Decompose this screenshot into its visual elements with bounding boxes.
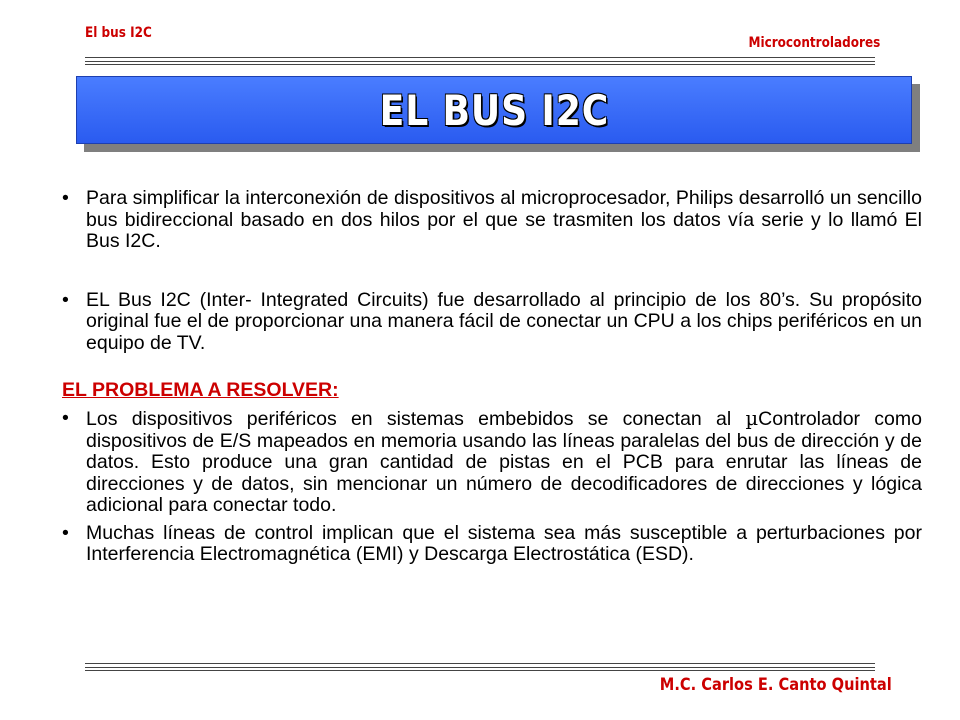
slide-title: EL BUS I2C	[379, 85, 609, 135]
bullet-text: EL Bus I2C (Inter- Integrated Circuits) fue desarrollado al principio de los 80’s. Su propósito original fue el de proporcionar una manera fácil de conectar un CPU a los chips periféricos en un equipo de TV.	[86, 288, 922, 354]
title-banner	[76, 76, 912, 144]
slide-content	[62, 188, 922, 566]
bullet-item	[62, 523, 922, 566]
bullet-text	[86, 408, 922, 517]
bullet-item	[62, 290, 922, 355]
bullet-text-part: Los dispositivos periféricos en sistemas embebidos se conectan al	[86, 408, 746, 430]
bullet-marker: •	[62, 521, 69, 544]
micro-symbol: µ	[745, 407, 759, 430]
bullet-marker: •	[62, 407, 69, 429]
bullet-marker: •	[62, 187, 69, 209]
bullet-marker: •	[62, 288, 69, 311]
bullet-text: Muchas líneas de control implican que el sistema sea más susceptible a perturbaciones por Interferencia Electromagnética (EMI) y Descarga Electrostática (ESD).	[86, 521, 922, 565]
header-divider	[85, 57, 875, 58]
bullet-item	[62, 188, 922, 253]
footer-author: M.C. Carlos E. Canto Quintal	[659, 675, 892, 695]
bullet-text: Para simplificar la interconexión de dispositivos al microprocesador, Philips desarrolló un sencillo bus bidireccional basado en dos hilos por el que se trasmiten los datos vía serie y lo llamó El Bus I2C.	[86, 187, 922, 252]
footer-divider	[85, 670, 875, 671]
header-divider	[85, 64, 875, 65]
bullet-text-part: Controlador como dispositivos de E/S mapeados en memoria usando las líneas paralelas del bus de dirección y de datos. Esto produce una gran cantidad de pistas en el PCB para enrutar las líneas de direcciones y de datos, sin mencionar un número de decodificadores de direcciones y lógica adicional para conectar todo.	[86, 408, 922, 516]
bullet-item	[62, 408, 922, 517]
section-heading: EL PROBLEMA A RESOLVER:	[62, 379, 339, 401]
footer-divider	[85, 667, 875, 668]
header-divider	[85, 61, 875, 62]
footer-divider	[85, 663, 875, 664]
header-right-title: Microcontroladores	[748, 35, 880, 51]
header-left-title: El bus I2C	[85, 25, 152, 41]
